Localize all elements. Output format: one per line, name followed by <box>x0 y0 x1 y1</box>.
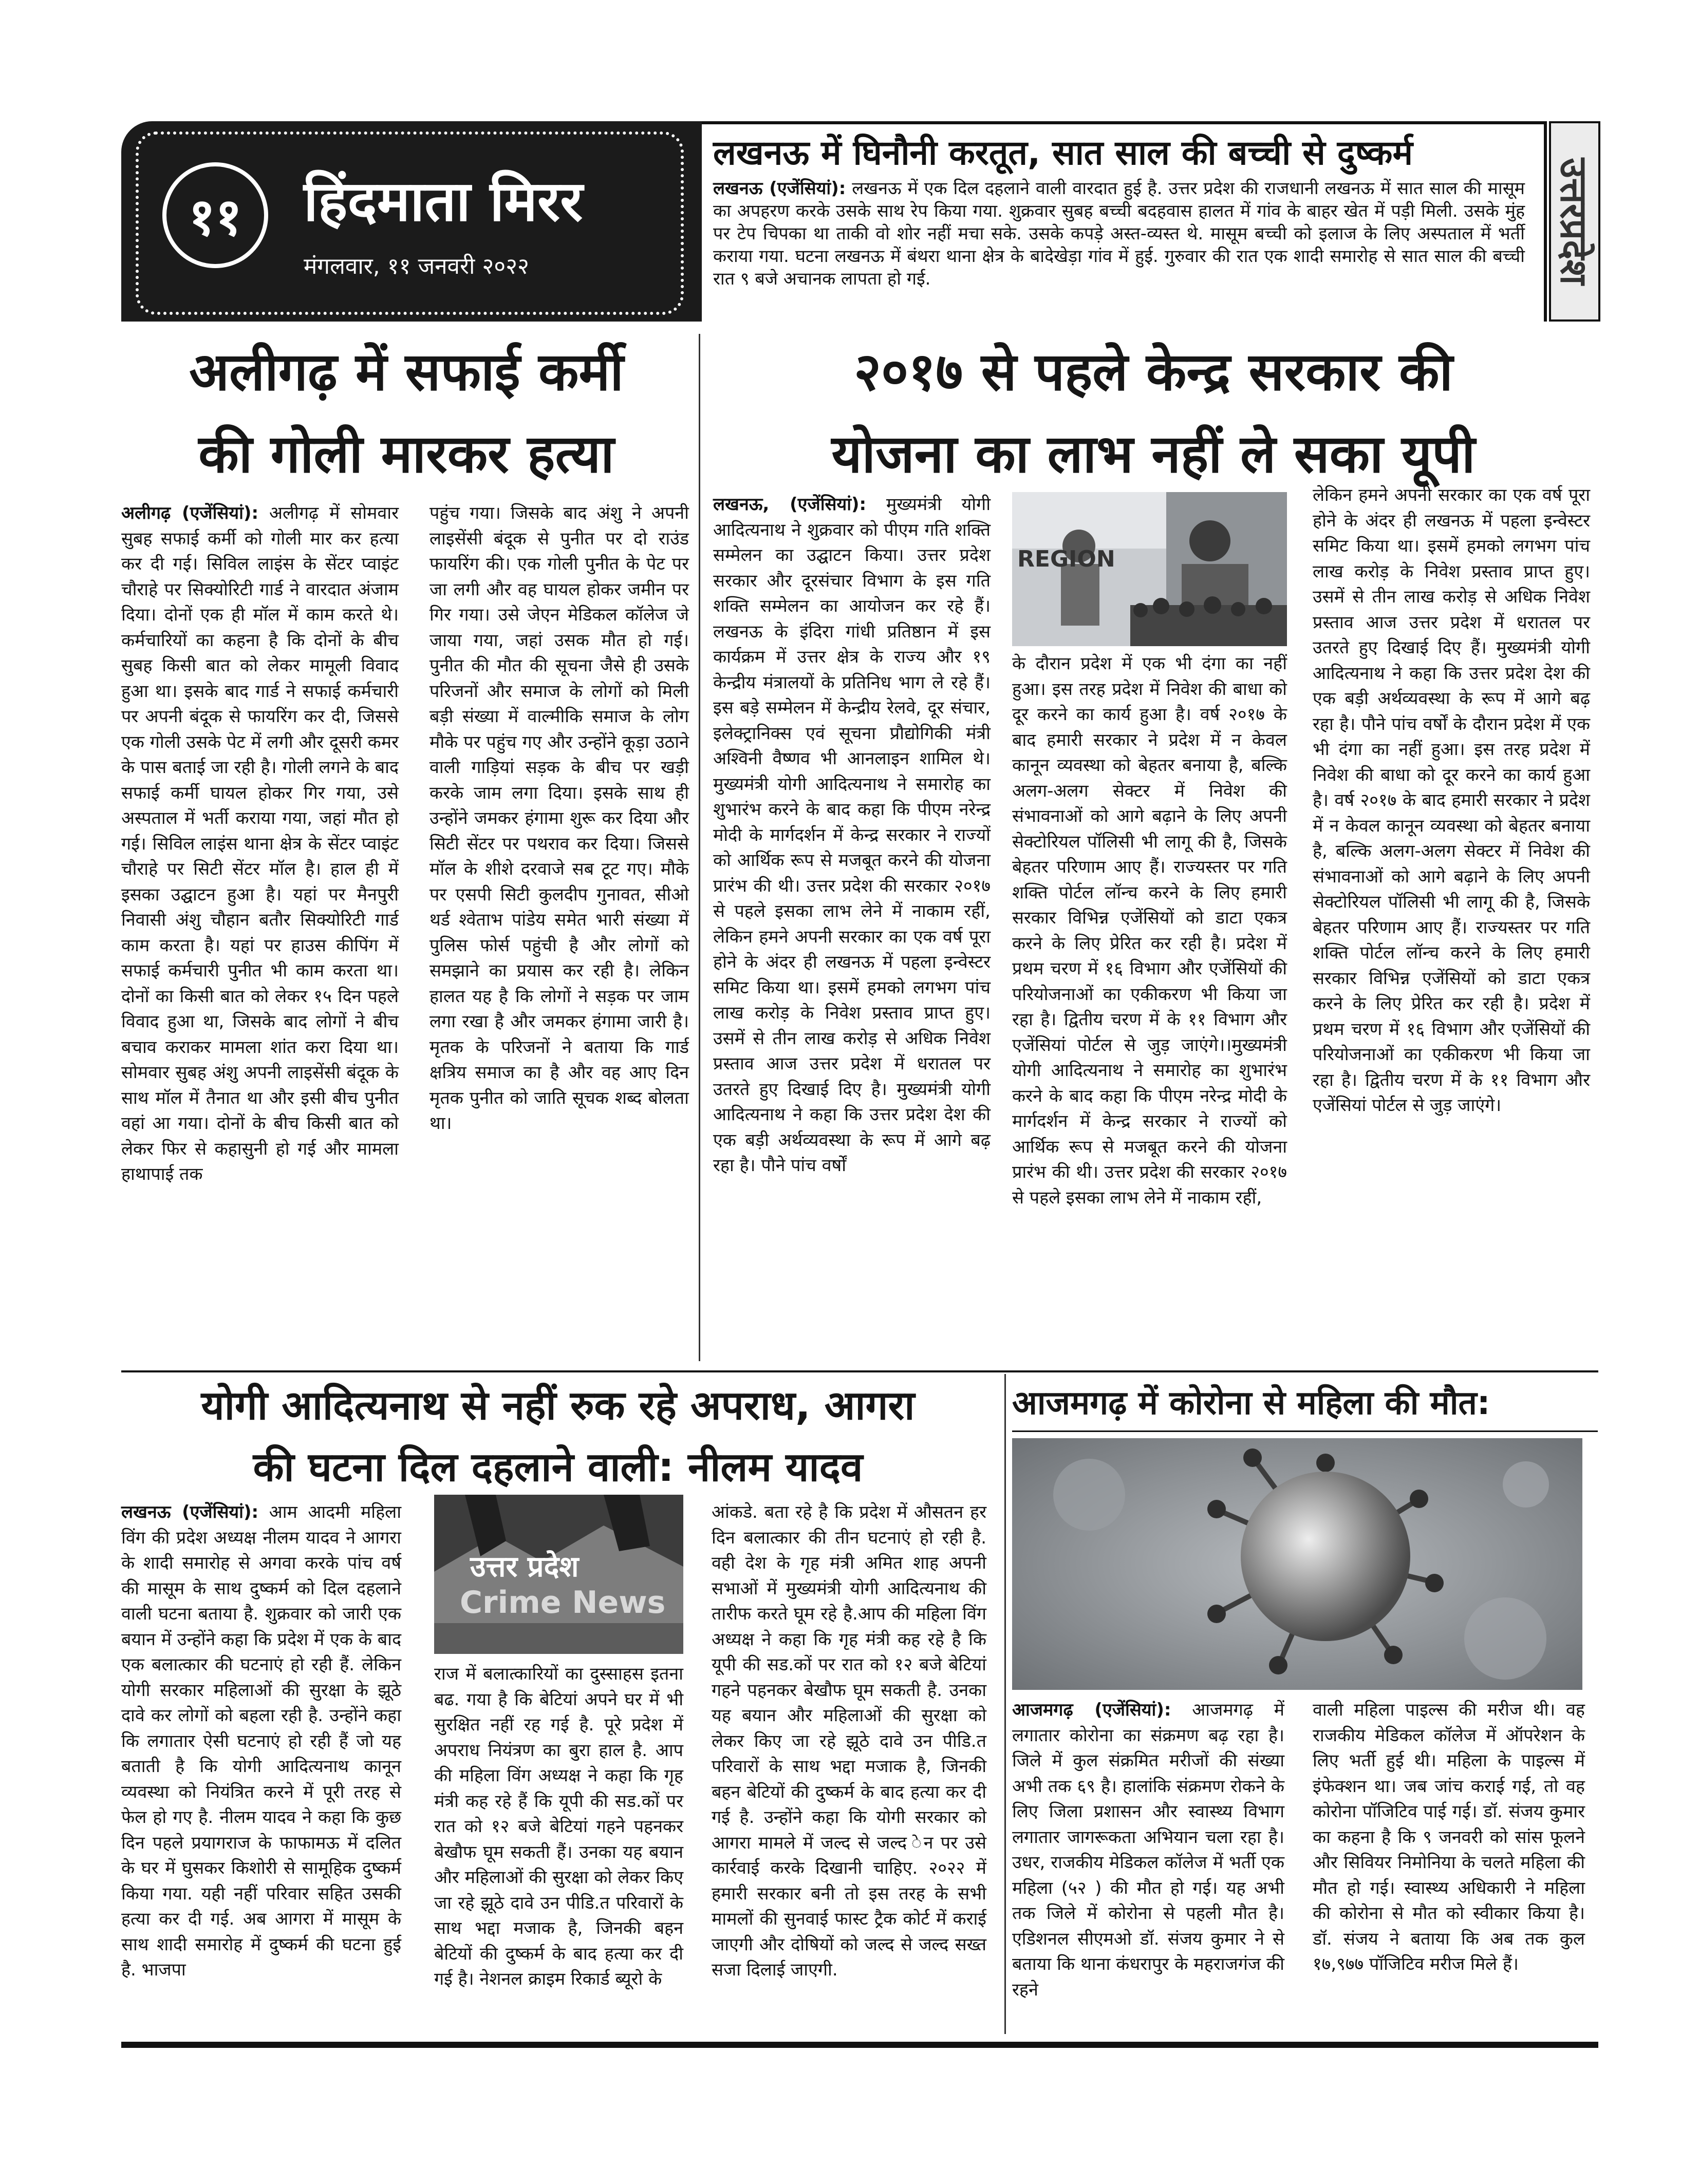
azamgarh-headline-rule <box>1012 1430 1598 1432</box>
masthead <box>121 121 702 322</box>
cm-speech-photo <box>1012 492 1287 646</box>
aligarh-column-1 <box>121 501 399 1188</box>
aligarh-text-1: अलीगढ़ में सोमवार सुबह सफाई कर्मी को गोली मार कर हत्या कर दी गई। सिविल लाइंस के सेंटर प्वाइंट चौराहे पर सिक्योरिटी गार्ड ने वारदात अंजाम दिया। दोनों एक ही मॉल में काम करते थे। कर्मचारियों का कहना है कि दोनों के बीच सुबह किसी बात को लेकर मामूली विवाद हुआ था। इसके बाद गार्ड ने सफाई कर्मचारी पर अपनी बंदूक से फायरिंग कर दी, जिससे एक गोली उसके पेट में लगी और दूसरी कमर के पास बताई जा रही है। गोली लगने के बाद सफाई कर्मी घायल होकर गिर गया, उसे अस्पताल में भर्ती कराया गया, जहां मौत हो गई। सिविल लाइंस थाना क्षेत्र के सेंटर प्वाइंट चौराहे पर सिटी सेंटर मॉल है। हाल ही में इसका उद्घाटन हुआ है। यहां पर मैनपुरी निवासी अंशु चौहान बतौर सिक्योरिटी गार्ड काम करता है। यहां पर हाउस कीपिंग में सफाई कर्मचारी पुनीत भी काम करता था। दोनों का किसी बात को लेकर १५ दिन पहले विवाद हुआ था, जिसके बाद लोगों ने बीच बचाव कराकर मामला शांत करा दिया था। सोमवार सुबह अंशु अपनी लाइसेंसी बंदूक के साथ मॉल में तैनात था और इसी बीच पुनीत वहां आ गया। दोनों के बीच किसी बात को लेकर फिर से कहासुनी हो गई और मामला हाथापाई तक <box>121 503 399 1184</box>
top-story-body <box>713 177 1525 290</box>
yogi-column-2 <box>434 1662 683 1992</box>
up2017-column-2 <box>1012 651 1287 1211</box>
column-divider-lower <box>1004 1374 1006 2034</box>
aligarh-headline-line1: अलीगढ़ में सफाई कर्मी <box>189 342 624 403</box>
azamgarh-dateline: आजमगढ़ (एजेंसियां): <box>1012 1700 1171 1720</box>
newspaper-title: हिंदमाता मिरर <box>304 170 583 234</box>
coronavirus-illustration <box>1012 1438 1582 1690</box>
coronavirus-photo <box>1012 1438 1582 1690</box>
up2017-text-3: लेकिन हमने अपनी सरकार का एक वर्ष पूरा होने के अंदर ही लखनऊ में पहला इन्वेस्टर समिट किया था। इसमें हमको लगभग पांच लाख करोड़ के निवेश प्रस्ताव प्राप्त हुए। उसमें से तीन लाख करोड़ से अधिक निवेश प्रस्ताव आज उत्तर प्रदेश में धरातल पर उतरते हुए दिखाई दिए हैं। मुख्यमंत्री योगी आदित्यनाथ ने कहा कि उत्तर प्रदेश देश की एक बड़ी अर्थव्यवस्था के रूप में आगे बढ़ रहा है। पौने पांच वर्षों के दौरान प्रदेश में एक भी दंगा का नहीं हुआ। इस तरह प्रदेश में निवेश की बाधा को दूर करने का कार्य हुआ है। वर्ष २०१७ के बाद हमारी सरकार ने प्रदेश में न केवल कानून व्यवस्था को बेहतर बनाया है, बल्कि अलग-अलग सेक्टर में निवेश की संभावनाओं को आगे बढ़ाने के लिए अपनी सेक्टोरियल पॉलिसी भी लागू की है, जिसके बेहतर परिणाम आए हैं। राज्यस्तर पर गति शक्ति पोर्टल लॉन्च करने के लिए हमारी सरकार विभिन्न एजेंसियों को डाटा एकत्र करने के लिए प्रेरित कर रही है। प्रदेश में प्रथम चरण में १६ विभाग और एजेंसियों की परियोजनाओं का एकीकरण भी किया जा रहा है। द्वितीय चरण में के ११ विभाग और एजेंसियां पोर्टल से जुड़ जाएंगे। <box>1313 485 1590 1116</box>
photo-banner-text: REGION <box>1017 546 1115 572</box>
yogi-column-3 <box>712 1500 986 1983</box>
up2017-text-1: मुख्यमंत्री योगी आदित्यनाथ ने शुक्रवार को पीएम गति शक्ति सम्मेलन का उद्घाटन किया। उत्तर प्रदेश सरकार और दूरसंचार विभाग के इस गति शक्ति सम्मेलन का आयोजन कर रहे हैं। लखनऊ के इंदिरा गांधी प्रतिष्ठान में इस कार्यक्रम में उत्तर क्षेत्र के राज्य और १९ केन्द्रीय मंत्रालयों के प्रतिनिध भाग ले रहे हैं। इस बड़े सम्मेलन में केन्द्रीय रेलवे, दूर संचार, इलेक्ट्रानिक्स एवं सूचना प्रौद्योगिकी मंत्री अश्विनी वैष्णव भी आनलाइन शामिल थे।मुख्यमंत्री योगी आदित्यनाथ ने समारोह का शुभारंभ करने के बाद कहा कि पीएम नरेन्द्र मोदी के मार्गदर्शन में केन्द्र सरकार ने राज्यों को आर्थिक रूप से मजबूत करने की योजना प्रारंभ की थी। उत्तर प्रदेश की सरकार २०१७ से पहले इसका लाभ लेने में नाकाम रहीं, लेकिन हमने अपनी सरकार का एक वर्ष पूरा होने के अंदर ही लखनऊ में पहला इन्वेस्टर समिट किया था। इसमें हमको लगभग पांच लाख करोड़ के निवेश प्रस्ताव प्राप्त हुए। उसमें से तीन लाख करोड़ से अधिक निवेश प्रस्ताव आज उत्तर प्रदेश में धरातल पर उतरते हुए दिखाई दिए है। मुख्यमंत्री योगी आदित्यनाथ ने कहा कि उत्तर प्रदेश देश की एक बड़ी अर्थव्यवस्था के रूप में आगे बढ़ रहा है। पौने पांच वर्षों <box>713 494 991 1176</box>
azamgarh-column-2 <box>1313 1698 1585 1978</box>
up2017-headline-line1: २०१७ से पहले केन्द्र सरकार की <box>854 342 1453 403</box>
aligarh-column-2 <box>430 501 689 1137</box>
yogi-dateline: लखनऊ (एजेंसियां): <box>121 1502 259 1522</box>
top-story-headline: लखनऊ में घिनौनी करतूत, सात साल की बच्ची से दुष्कर्म <box>713 133 1413 173</box>
up2017-dateline: लखनऊ, (एजेंसियां): <box>713 494 867 515</box>
aligarh-text-2: पहुंच गया। जिसके बाद अंशु ने अपनी लाइसेंसी बंदूक से पुनीत पर दो राउंड फायरिंग की। एक गोली पुनीत के पेट पर जा लगी और वह घायल होकर जमीन पर गिर गया। उसे जेएन मेडिकल कॉलेज जे जाया गया, जहां उसक मौत हो गई। पुनीत की मौत की सूचना जैसे ही उसके परिजनों और समाज के लोगों को मिली बड़ी संख्या में वाल्मीकि समाज के लोग मौके पर पहुंच गए और उन्होंने कूड़ा उठाने वाली गाड़ियां सड़क के बीच पर खड़ी करके जाम लगा दिया। इसके साथ ही उन्होंने जमकर हंगामा शुरू कर दिया और सिटी सेंटर पर पथराव कर दिया। जिससे मॉल के शीशे दरवाजे सब टूट गए। मौके पर एसपी सिटी कुलदीप गुनावत, सीओ थर्ड श्वेताभ पांडेय समेत भारी संख्या में पुलिस फोर्स पहुंची है और लोगों को समझाने का प्रयास कर रही है। लेकिन हालत यह है कि लोगों ने सड़क पर जाम लगा रखा है और जमकर हंगामा जारी है। मृतक के परिजनों ने बताया कि गार्ड क्षत्रिय समाज का है और वह आए दिन मृतक पुनीत को जाति सूचक शब्द बोलता था। <box>430 503 689 1134</box>
yogi-text-2: राज में बलात्कारियों का दुस्साहस इतना बढ. गया है कि बेटियां अपने घर में भी सुरक्षित नहीं रह गई है. पूरे प्रदेश में अपराध नियंत्रण का बुरा हाल है. आप की महिला विंग अध्यक्ष ने कहा कि गृह मंत्री कह रहे हैं कि यूपी की सड.कों पर रात को १२ बजे बेटियां गहने पहनकर बेखौफ घूम सकती हैं। उनका यह बयान और महिलाओं की सुरक्षा को लेकर किए जा रहे झूठे दावे उन पीडि.त परिवारों के साथ भद्दा मजाक है, जिनकी बहन बेटियों की दुष्कर्म के बाद हत्या कर दी गई है। नेशनल क्राइम रिकार्ड ब्यूरो के <box>434 1664 683 1989</box>
azamgarh-column-1 <box>1012 1698 1284 2003</box>
yogi-headline-line1: योगी आदित्यनाथ से नहीं रुक रहे अपराध, आगरा <box>201 1383 915 1429</box>
top-story-dateline: लखनऊ (एजेंसियां): <box>713 178 846 199</box>
azamgarh-headline: आजमगढ़ में कोरोना से महिला की मौत: <box>1012 1384 1490 1422</box>
yogi-column-1 <box>121 1500 401 1983</box>
yogi-headline-line2: की घटना दिल दहलाने वाली: नीलम यादव <box>253 1444 863 1491</box>
section-divider <box>121 1370 1598 1372</box>
crime-photo-subtitle: Crime News <box>460 1585 666 1621</box>
section-label-text: उत्तरप्रदेश <box>1552 158 1596 285</box>
column-divider <box>699 334 700 1361</box>
yogi-text-1: आम आदमी महिला विंग की प्रदेश अध्यक्ष नीलम यादव ने आगरा के शादी समारोह से अगवा करके पांच वर्ष की मासूम के साथ दुष्कर्म को दिल दहलाने वाली घटना बताया है. शुक्रवार को जारी एक बयान में उन्होंने कहा कि प्रदेश में एक के बाद एक बलात्कार की घटनाएं हो रही हैं. लेकिन योगी सरकार महिलाओं की सुरक्षा के झूठे दावे कर लोगों को बहला रही है. उन्होंने कहा कि लगातार ऐसी घटनाएं हो रही हैं जो यह बताती है कि योगी आदित्यनाथ कानून व्यवस्था को नियंत्रित करने में पूरी तरह से फेल हो गए है. नीलम यादव ने कहा कि कुछ दिन पहले प्रयागराज के फाफामऊ में दलित के घर में घुसकर किशोरी से सामूहिक दुष्कर्म किया गया. यही नहीं परिवार सहित उसकी हत्या कर दी गई. अब आगरा में मासूम के साथ शादी समारोह में दुष्कर्म की घटना हुई है. भाजपा <box>121 1502 402 1980</box>
yogi-text-3: आंकडे. बता रहे है कि प्रदेश में औसतन हर दिन बलात्कार की तीन घटनाएं हो रही है. वही देश के गृह मंत्री अमित शाह अपनी सभाओं में मुख्यमंत्री योगी आदित्यनाथ की तारीफ करते घूम रहे है.आप की महिला विंग अध्यक्ष ने कहा कि गृह मंत्री कह रहे है कि यूपी की सड.कों पर रात को १२ बजे बेटियां गहने पहनकर बेखौफ घूम सकती है. उनका यह बयान और महिलाओं की सुरक्षा को लेकर किए जा रहे झूठे दावे उन पीडि.त परिवारों के साथ भद्दा मजाक है, जिनकी बहन बेटियों की दुष्कर्म के बाद हत्या कर दी गई है. उन्होंने कहा कि योगी सरकार को आगरा मामले में जल्द से जल्द ेन पर उसे कार्रवाई करके दिखानी चाहिए. २०२२ में हमारी सरकार बनी तो इस तरह के सभी मामलों की सुनवाई फास्ट ट्रैक कोर्ट में कराई जाएगी और दोषियों को जल्द से जल्द सख्त सजा दिलाई जाएगी. <box>712 1502 986 1980</box>
section-label <box>1549 121 1600 322</box>
issue-number-badge: ११ <box>162 162 268 268</box>
top-story-text: लखनऊ में एक दिल दहलाने वाली वारदात हुई है. उत्तर प्रदेश की राजधानी लखनऊ में सात साल की मासूम का अपहरण करके उसके साथ रेप किया गया. शुक्रवार सुबह बच्ची बदहवास हालत में गांव के बाहर खेत में पड़ी मिली. उसके मुंह पर टेप चिपका था ताकी वो शोर नहीं मचा सके. उसके कपड़े अस्त-व्यस्त थे. मासूम बच्ची को इलाज के लिए अस्पताल में भर्ती कराया गया. घटना लखनऊ में बंथरा थाना क्षेत्र के बादेखेड़ा गांव में हुई. गुरुवार की रात एक शादी समारोह से सात साल की बच्ची रात ९ बजे अचानक लापता हो गई. <box>713 178 1525 289</box>
crime-photo-title: उत्तर प्रदेश <box>470 1550 579 1584</box>
aligarh-dateline: अलीगढ़ (एजेंसियां): <box>121 503 259 523</box>
up2017-text-2: के दौरान प्रदेश में एक भी दंगा का नहीं हुआ। इस तरह प्रदेश में निवेश की बाधा को दूर करने का कार्य हुआ है। वर्ष २०१७ के बाद हमारी सरकार ने प्रदेश में न केवल कानून व्यवस्था को बेहतर बनाया है, बल्कि अलग-अलग सेक्टर में निवेश की संभावनाओं को आगे बढ़ाने के लिए अपनी सेक्टोरियल पॉलिसी भी लागू की है, जिसके बेहतर परिणाम आए हैं। राज्यस्तर पर गति शक्ति पोर्टल लॉन्च करने के लिए हमारी सरकार विभिन्न एजेंसियों को डाटा एकत्र करने के लिए प्रेरित कर रही है। प्रदेश में प्रथम चरण में १६ विभाग और एजेंसियों की परियोजनाओं का एकीकरण भी किया जा रहा है। द्वितीय चरण में के ११ विभाग और एजेंसियां पोर्टल से जुड़ जाएंगे।।मुख्यमंत्री योगी आदित्यनाथ ने समारोह का शुभारंभ करने के बाद कहा कि पीएम नरेन्द्र मोदी के मार्गदर्शन में केन्द्र सरकार ने राज्यों को आर्थिक रूप से मजबूत करने की योजना प्रारंभ की थी। उत्तर प्रदेश की सरकार २०१७ से पहले इसका लाभ लेने में नाकाम रहीं, <box>1012 653 1287 1208</box>
page-bottom-rule <box>121 2042 1598 2048</box>
up2017-column-1 <box>713 492 991 1179</box>
up2017-column-3 <box>1313 483 1590 1119</box>
aligarh-headline-line2: की गोली मारकर हत्या <box>198 424 614 485</box>
azamgarh-text-2: वाली महिला पाइल्स की मरीज थी। वह राजकीय मेडिकल कॉलेज में ऑपरेशन के लिए भर्ती हुई थी। महिला के पाइल्स में इंफेक्शन था। जब जांच कराई गई, तो वह कोरोना पॉजिटिव पाई गई। डॉ. संजय कुमार का कहना है कि ९ जनवरी को सांस फूलने और सिवियर निमोनिया के चलते महिला की मौत हो गई। स्वास्थ्य अधिकारी ने महिला की कोरोना से मौत को स्वीकार किया है। डॉ. संजय ने बताया कि अब तक कुल १७,९७७ पॉजिटिव मरीज मिले हैं। <box>1313 1700 1585 1974</box>
azamgarh-text-1: आजमगढ़ में लगातार कोरोना का संक्रमण बढ़ रहा है। जिले में कुल संक्रमित मरीजों की संख्या अभी तक ६९ है। हालांकि संक्रमण रोकने के लिए जिला प्रशासन और स्वास्थ्य विभाग लगातार जागरूकता अभियान चला रहा है। उधर, राजकीय मेडिकल कॉलेज में भर्ती एक महिला (५२ ) की मौत हो गई। यह अभी तक जिले में कोरोना से पहली मौत है। एडिशनल सीएमओ डॉ. संजय कुमार ने से बताया कि थाना कंधरापुर के महराजगंज की रहने <box>1012 1700 1284 2000</box>
up2017-headline-line2: योजना का लाभ नहीं ले सका यूपी <box>831 424 1476 485</box>
crime-news-photo <box>434 1495 683 1654</box>
issue-date: मंगलवार, ११ जनवरी २०२२ <box>304 253 529 279</box>
